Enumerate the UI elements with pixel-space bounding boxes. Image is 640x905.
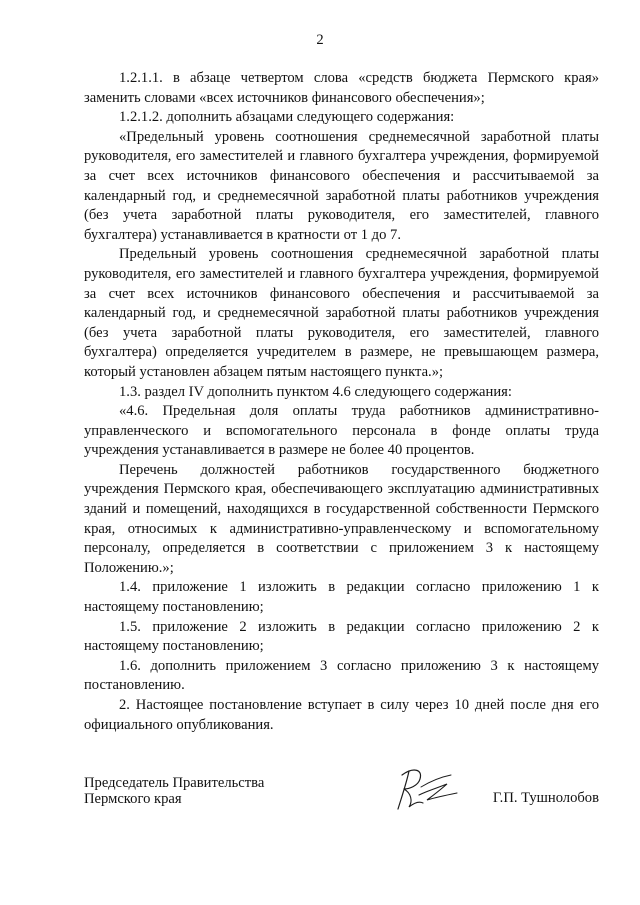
page-number: 2 bbox=[316, 32, 324, 48]
paragraph-ratio-limit-1: «Предельный уровень соотношения среднемесячной заработной платы руководителя, его заместителей и главного бухгалтера учреждения, формируемой за счет всех источников финансового обеспечения и рассчитываемой за календарный год, и среднемесячной заработной платы работников учреждения (без учета заработной платы руководителя, его заместителей, главного бухгалтера) устанавливается в кратности от 1 до 7. bbox=[84, 128, 599, 243]
paragraph-1-4: 1.4. приложение 1 изложить в редакции согласно приложению 1 к настоящему постановлению; bbox=[84, 579, 599, 616]
signer-title-line-2: Пермского края bbox=[84, 791, 182, 807]
paragraph-1-5: 1.5. приложение 2 изложить в редакции согласно приложению 2 к настоящему постановлению; bbox=[84, 618, 599, 655]
paragraph-1-6: 1.6. дополнить приложением 3 согласно приложению 3 к настоящему постановлению. bbox=[84, 657, 599, 694]
paragraph-2-effective-date: 2. Настоящее постановление вступает в силу через 10 дней после дня его официального опубликования. bbox=[84, 697, 599, 733]
signer-title-line-1: Председатель Правительства bbox=[84, 775, 265, 791]
signature-block bbox=[84, 765, 599, 825]
paragraph-1-2-1-2: 1.2.1.2. дополнить абзацами следующего содержания: bbox=[119, 109, 455, 126]
document-body bbox=[84, 69, 599, 735]
paragraph-1-3: 1.3. раздел IV дополнить пунктом 4.6 следующего содержания: bbox=[119, 383, 512, 400]
paragraph-1-2-1-1: 1.2.1.1. в абзаце четвертом слова «средств бюджета Пермского края» заменить словами «всех источников финансового обеспечения»; bbox=[84, 70, 599, 106]
paragraph-positions-list: Перечень должностей работников государственного бюджетного учреждения Пермского края, обеспечивающего эксплуатацию административных зданий и помещений, находящихся в государственной собственности Пермского края, относимых к административно-управленческому и вспомогательному персоналу, определяется в соответствии с приложением 3 к настоящему Положению.»; bbox=[84, 461, 599, 576]
paragraph-4-6: «4.6. Предельная доля оплаты труда работников административно-управленческого и вспомогательного персонала в фонде оплаты труда учреждения устанавливается в размере не более 40 процентов. bbox=[84, 403, 599, 459]
paragraph-ratio-limit-2: Предельный уровень соотношения среднемесячной заработной платы руководителя, его заместителей и главного бухгалтера учреждения, формируемой за счет всех источников финансового обеспечения и рассчитываемой за календарный год, и среднемесячной заработной платы работников учреждения (без учета заработной платы руководителя, его заместителей, главного бухгалтера) определяется учредителем в размере, не превышающем размера, который установлен абзацем пятым настоящего пункта.»; bbox=[84, 246, 599, 380]
signer-title bbox=[84, 775, 334, 807]
handwritten-signature-icon bbox=[389, 765, 464, 815]
signer-name: Г.П. Тушнолобов bbox=[492, 790, 599, 806]
